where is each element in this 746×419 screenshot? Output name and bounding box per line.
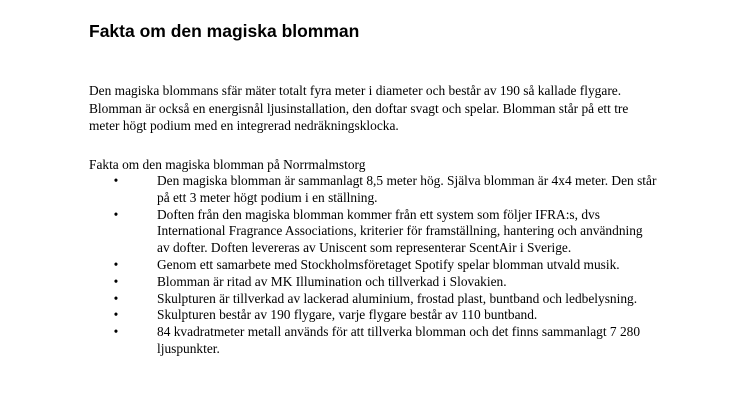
fact-text: Skulpturen består av 190 flygare, varje flygare består av 110 buntband. <box>157 307 538 323</box>
bullet-icon: • <box>113 307 119 323</box>
fact-item <box>89 274 657 291</box>
fact-item <box>89 324 657 358</box>
fact-text: Den magiska blomman är sammanlagt 8,5 meter hög. Själva blomman är 4x4 meter. Den står på ett 3 meter högt podium i en ställning. <box>157 173 657 205</box>
fact-item <box>89 291 657 308</box>
bullet-icon: • <box>113 206 119 222</box>
fact-item <box>89 207 657 257</box>
bullet-icon: • <box>113 290 119 306</box>
fact-text: Doften från den magiska blomman kommer från ett system som följer IFRA:s, dvs International Fragrance Associations, kriterier för framställning, hantering och användning av dofter. Doften levereras av Uniscent som representerar ScentAir i Sverige. <box>157 206 643 256</box>
bullet-icon: • <box>113 173 119 188</box>
fact-item <box>89 307 657 324</box>
bullet-icon: • <box>113 273 119 289</box>
bullet-icon: • <box>113 256 119 272</box>
fact-text: 84 kvadratmeter metall används för att tillverka blomman och det finns sammanlagt 7 280 ljuspunkter. <box>157 324 641 356</box>
bullet-icon: • <box>113 324 119 340</box>
intro-paragraph: Den magiska blommans sfär mäter totalt fyra meter i diameter och består av 190 så kallade flygare. Blomman är också en energisnål ljusinstallation, den doftar svagt och spelar. Blomman står på ett tre meter högt podium med en integrerad nedräkningsklocka. <box>89 83 629 133</box>
fact-item <box>89 257 657 274</box>
fact-text: Blomman är ritad av MK Illumination och tillverkad i Slovakien. <box>157 273 507 289</box>
fact-text: Genom ett samarbete med Stockholmsföretaget Spotify spelar blomman utvald musik. <box>157 256 620 272</box>
facts-heading: Fakta om den magiska blomman på Norrmalmstorg <box>89 157 366 172</box>
fact-item <box>89 173 657 207</box>
page-title: Fakta om den magiska blomman <box>89 21 360 41</box>
facts-list <box>89 173 657 358</box>
fact-text: Skulpturen är tillverkad av lackerad aluminium, frostad plast, buntband och ledbelysning. <box>157 290 638 306</box>
document-page <box>89 20 679 356</box>
